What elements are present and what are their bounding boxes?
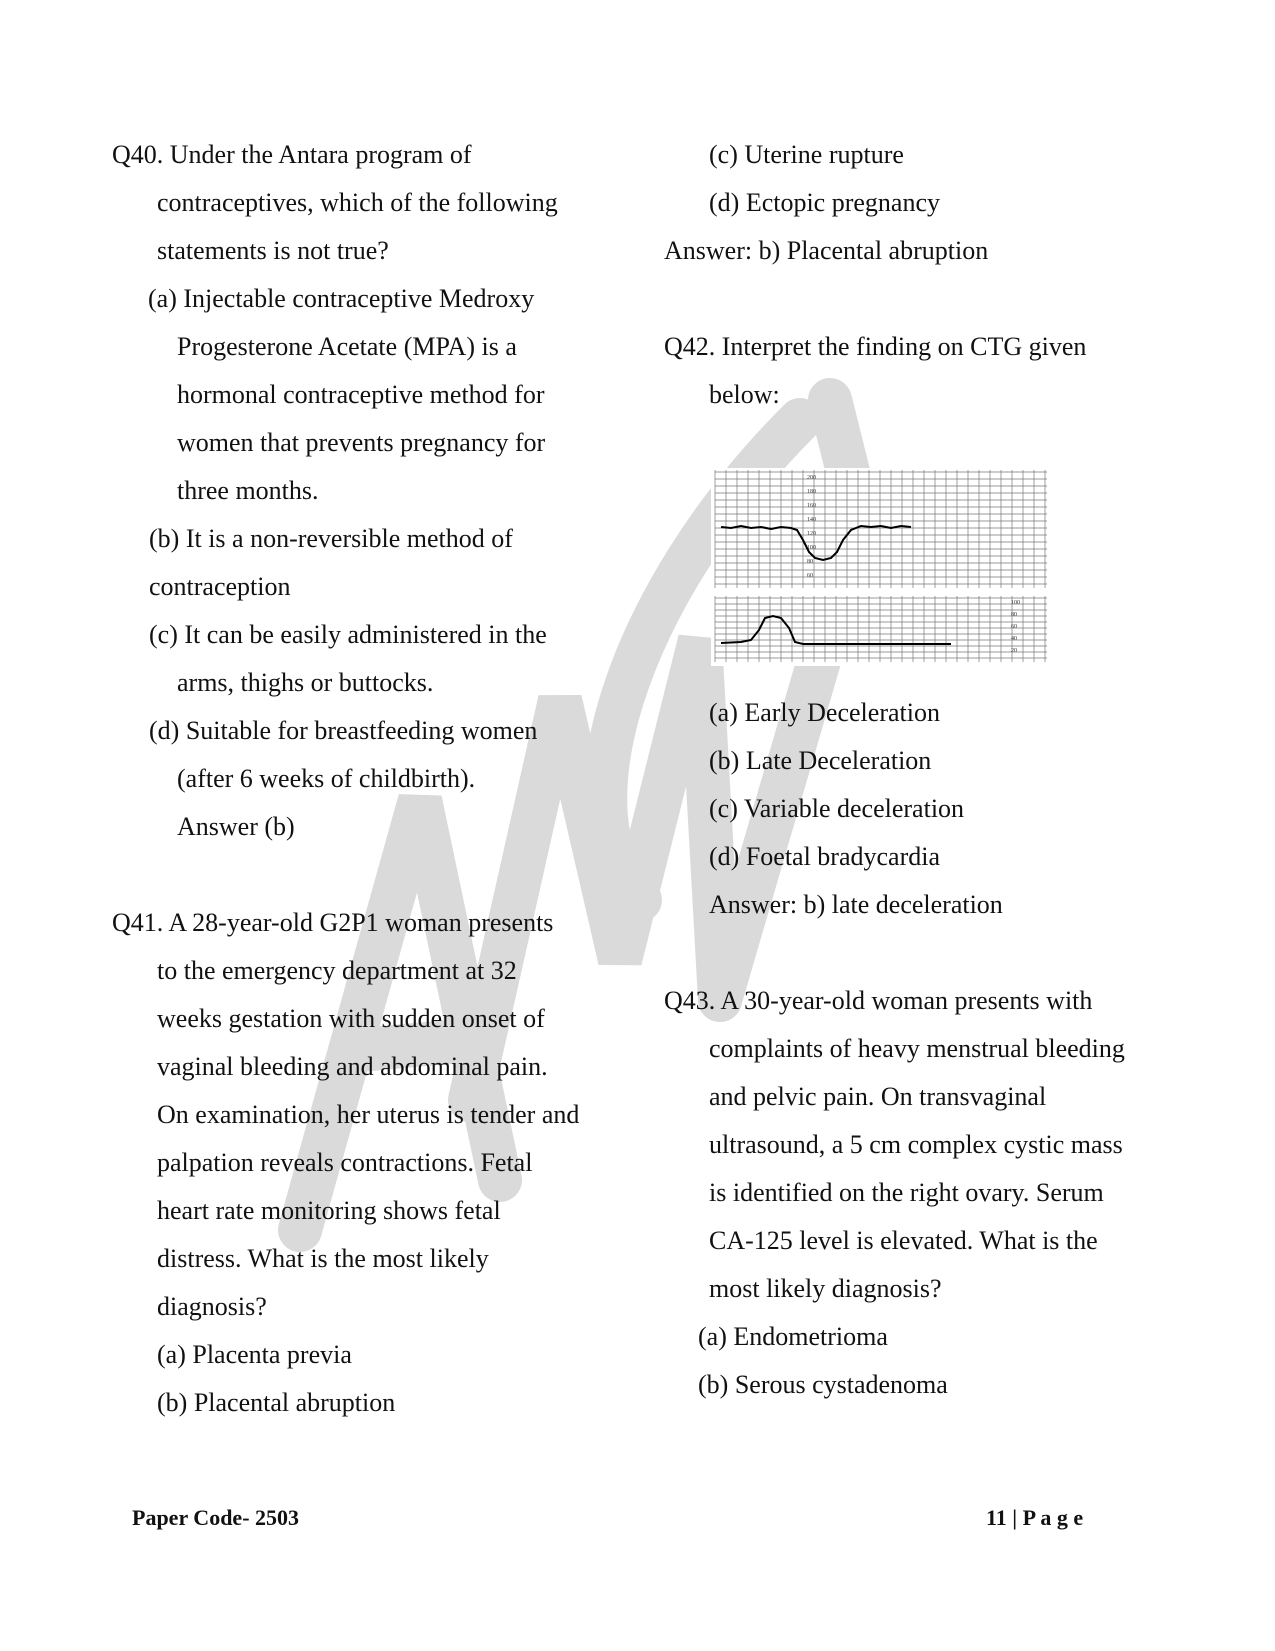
q43-option-a: (a) Endometrioma <box>698 1322 888 1351</box>
fhr-label: 60 <box>807 573 813 579</box>
q41-option-a: (a) Placenta previa <box>157 1340 352 1369</box>
q42-option-c: (c) Variable deceleration <box>709 794 965 823</box>
q41-stem-line: On examination, her uterus is tender and <box>157 1100 580 1129</box>
paper-code: Paper Code- 2503 <box>132 1505 300 1530</box>
q43-stem-line: ultrasound, a 5 cm complex cystic mass <box>709 1130 1123 1159</box>
fhr-label: 160 <box>807 503 816 509</box>
toco-label: 40 <box>1011 636 1017 642</box>
q41-stem-line: vaginal bleeding and abdominal pain. <box>157 1052 548 1081</box>
q40-stem-line: contraceptives, which of the following <box>157 188 558 217</box>
q43-stem-line: Q43. A 30-year-old woman presents with <box>664 986 1093 1015</box>
q40-option-b: contraception <box>149 572 291 601</box>
toco-label: 100 <box>1011 600 1020 606</box>
q40-option-b: (b) It is a non-reversible method of <box>149 524 513 553</box>
fhr-label: 180 <box>807 489 816 495</box>
fhr-label: 140 <box>807 517 816 523</box>
q40-option-a: hormonal contraceptive method for <box>177 380 545 409</box>
fhr-label: 100 <box>807 545 816 551</box>
fhr-label: 120 <box>807 531 816 537</box>
q40-option-a: women that prevents pregnancy for <box>177 428 546 457</box>
q42-stem-line: below: <box>709 380 780 409</box>
q40-option-a: Progesterone Acetate (MPA) is a <box>177 332 517 361</box>
q41-stem-line: weeks gestation with sudden onset of <box>157 1004 545 1033</box>
q41-stem-line: heart rate monitoring shows fetal <box>157 1196 501 1225</box>
q41-answer: Answer: b) Placental abruption <box>664 236 989 265</box>
q43-stem-line: and pelvic pain. On transvaginal <box>709 1082 1047 1111</box>
toco-label: 20 <box>1011 648 1017 654</box>
q41-stem-line: palpation reveals contractions. Fetal <box>157 1148 533 1177</box>
q40-stem-line-text: Q40. Under the Antara program of <box>112 140 472 169</box>
q42-option-a: (a) Early Deceleration <box>709 698 940 727</box>
q41-stem-line: diagnosis? <box>157 1292 267 1321</box>
fhr-label: 80 <box>807 559 813 565</box>
q41-option-b: (b) Placental abruption <box>157 1388 396 1417</box>
q40-option-a: (a) Injectable contraceptive Medroxy <box>148 284 535 313</box>
q43-stem-line: is identified on the right ovary. Serum <box>709 1178 1104 1207</box>
q43-option-b: (b) Serous cystadenoma <box>698 1370 948 1399</box>
q41-option-c: (c) Uterine rupture <box>709 140 904 169</box>
q40-option-a: three months. <box>177 476 319 505</box>
q42-option-d: (d) Foetal bradycardia <box>709 842 941 871</box>
q41-stem-line: to the emergency department at 32 <box>157 956 517 985</box>
ctg-tracing-figure <box>711 468 1051 666</box>
q40-option-c: arms, thighs or buttocks. <box>177 668 434 697</box>
q42-answer: Answer: b) late deceleration <box>709 890 1003 919</box>
toco-label: 60 <box>1011 624 1017 630</box>
q41-option-d: (d) Ectopic pregnancy <box>709 188 941 217</box>
q40-answer: Answer (b) <box>177 812 295 841</box>
fhr-label: 200 <box>807 475 816 481</box>
q42-option-b: (b) Late Deceleration <box>709 746 932 775</box>
q43-stem-line: complaints of heavy menstrual bleeding <box>709 1034 1125 1063</box>
q42-stem-line: Q42. Interpret the finding on CTG given <box>664 332 1087 361</box>
q41-stem-line: Q41. A 28-year-old G2P1 woman presents <box>112 908 554 937</box>
q40-option-c: (c) It can be easily administered in the <box>149 620 547 649</box>
q41-stem-line: distress. What is the most likely <box>157 1244 489 1273</box>
q40-option-d: (d) Suitable for breastfeeding women <box>149 716 538 745</box>
q43-stem-line: CA-125 level is elevated. What is the <box>709 1226 1098 1255</box>
q40-stem-line <box>112 140 620 170</box>
q43-stem-line: most likely diagnosis? <box>709 1274 942 1303</box>
q40-option-d: (after 6 weeks of childbirth). <box>177 764 476 793</box>
page-number: 11 | P a g e <box>986 1505 1084 1530</box>
q40-stem-line: statements is not true? <box>157 236 389 265</box>
toco-label: 80 <box>1011 612 1017 618</box>
